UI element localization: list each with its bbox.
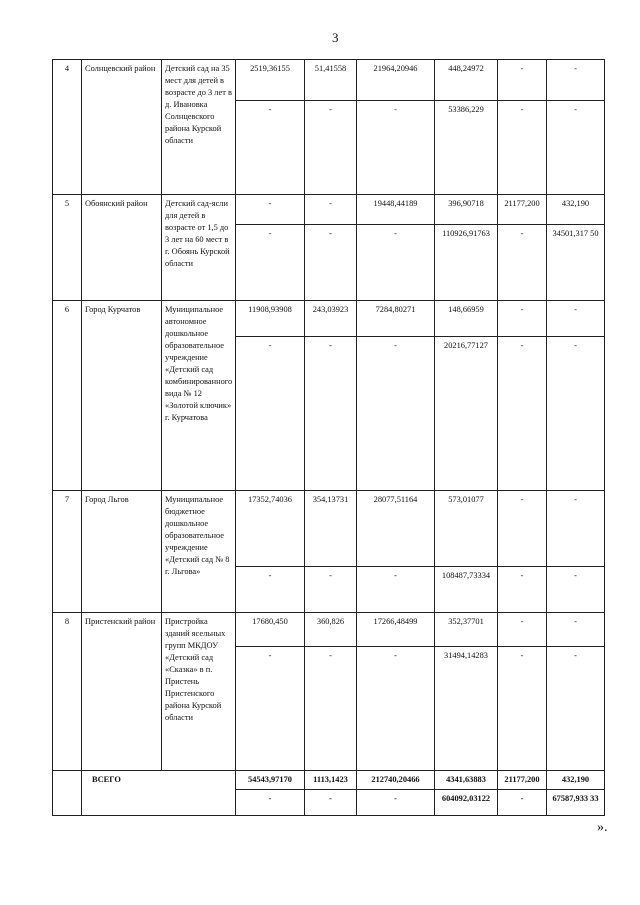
value-cell: 360,826: [305, 613, 357, 647]
total-row: [53, 771, 605, 790]
value-cell: -: [498, 491, 547, 567]
value-cell: 354,13731: [305, 491, 357, 567]
total-value: 604092,03122: [435, 790, 498, 816]
total-value: 54543,97170: [236, 771, 305, 790]
object-description: Муниципальное автономное дошкольное образовательное учреждение «Детский сад комбинированного вида № 12 «Золотой ключик» г. Курчатова: [162, 301, 236, 491]
value-cell: 573,01077: [435, 491, 498, 567]
value-cell: -: [547, 647, 605, 771]
value-cell: -: [305, 567, 357, 613]
value-cell: 108487,73334: [435, 567, 498, 613]
value-cell: -: [498, 101, 547, 195]
row-number: 6: [53, 301, 82, 491]
total-value: -: [236, 790, 305, 816]
value-cell: -: [498, 647, 547, 771]
budget-table: [52, 59, 605, 816]
total-value: 432,190: [547, 771, 605, 790]
row-number: 5: [53, 195, 82, 301]
total-value: 212740,20466: [357, 771, 435, 790]
value-cell: 448,24972: [435, 60, 498, 101]
value-cell: -: [305, 101, 357, 195]
total-value: -: [305, 790, 357, 816]
value-cell: 51,41558: [305, 60, 357, 101]
object-description: Пристройка зданий ясельных групп МКДОУ «Детский сад «Сказка» в п. Пристень Пристенского района Курской области: [162, 613, 236, 771]
total-empty-cell: [53, 771, 82, 816]
row-number: 7: [53, 491, 82, 613]
value-cell: 21964,20946: [357, 60, 435, 101]
value-cell: -: [357, 647, 435, 771]
closing-quote-mark: ».: [597, 820, 608, 835]
value-cell: -: [498, 613, 547, 647]
value-cell: -: [236, 647, 305, 771]
value-cell: 28077,51164: [357, 491, 435, 567]
total-value: -: [357, 790, 435, 816]
total-label: ВСЕГО: [82, 771, 236, 816]
object-description: Детский сад-ясли для детей в возрасте от 1,5 до 3 лет на 60 мест в г. Обоянь Курской области: [162, 195, 236, 301]
value-cell: -: [357, 337, 435, 491]
value-cell: -: [547, 567, 605, 613]
total-value: -: [498, 790, 547, 816]
value-cell: -: [236, 195, 305, 225]
value-cell: -: [547, 613, 605, 647]
value-cell: 110926,91763: [435, 225, 498, 301]
value-cell: -: [236, 337, 305, 491]
value-cell: -: [498, 60, 547, 101]
object-description: Детский сад на 35 мест для детей в возрасте до 3 лет в д. Ивановка Солнцевского района Курской области: [162, 60, 236, 195]
district-name: Солнцевский район: [82, 60, 162, 195]
value-cell: -: [498, 567, 547, 613]
value-cell: 34501,317 50: [547, 225, 605, 301]
district-name: Город Курчатов: [82, 301, 162, 491]
value-cell: 17680,450: [236, 613, 305, 647]
value-cell: -: [547, 60, 605, 101]
table-row: [53, 195, 605, 225]
value-cell: 396,90718: [435, 195, 498, 225]
value-cell: -: [236, 225, 305, 301]
page-number: 3: [332, 30, 339, 45]
total-value: 67587,933 33: [547, 790, 605, 816]
value-cell: -: [357, 225, 435, 301]
value-cell: -: [547, 491, 605, 567]
value-cell: 11908,93908: [236, 301, 305, 337]
table-row: [53, 613, 605, 647]
value-cell: 17266,48499: [357, 613, 435, 647]
value-cell: -: [305, 337, 357, 491]
value-cell: -: [305, 195, 357, 225]
value-cell: 7284,80271: [357, 301, 435, 337]
value-cell: 19448,44189: [357, 195, 435, 225]
table-row: [53, 301, 605, 337]
value-cell: 148,66959: [435, 301, 498, 337]
value-cell: -: [547, 337, 605, 491]
value-cell: -: [305, 225, 357, 301]
value-cell: -: [498, 301, 547, 337]
total-value: 4341,63883: [435, 771, 498, 790]
value-cell: -: [498, 225, 547, 301]
value-cell: -: [357, 567, 435, 613]
value-cell: -: [498, 337, 547, 491]
object-description: Муниципальное бюджетное дошкольное образовательное учреждение «Детский сад № 8 г. Льгова»: [162, 491, 236, 613]
value-cell: 21177,200: [498, 195, 547, 225]
district-name: Пристенский район: [82, 613, 162, 771]
table-row: [53, 491, 605, 567]
row-number: 4: [53, 60, 82, 195]
value-cell: 432,190: [547, 195, 605, 225]
value-cell: 20216,77127: [435, 337, 498, 491]
value-cell: -: [547, 301, 605, 337]
value-cell: 53386,229: [435, 101, 498, 195]
value-cell: -: [236, 567, 305, 613]
value-cell: -: [357, 101, 435, 195]
value-cell: 352,37701: [435, 613, 498, 647]
value-cell: 2519,36155: [236, 60, 305, 101]
value-cell: 243,03923: [305, 301, 357, 337]
value-cell: 31494,14283: [435, 647, 498, 771]
total-value: 1113,1423: [305, 771, 357, 790]
row-number: 8: [53, 613, 82, 771]
total-value: 21177,200: [498, 771, 547, 790]
value-cell: -: [305, 647, 357, 771]
value-cell: -: [236, 101, 305, 195]
table-row: [53, 60, 605, 101]
district-name: Обоянский район: [82, 195, 162, 301]
district-name: Город Льгов: [82, 491, 162, 613]
value-cell: -: [547, 101, 605, 195]
value-cell: 17352,74036: [236, 491, 305, 567]
